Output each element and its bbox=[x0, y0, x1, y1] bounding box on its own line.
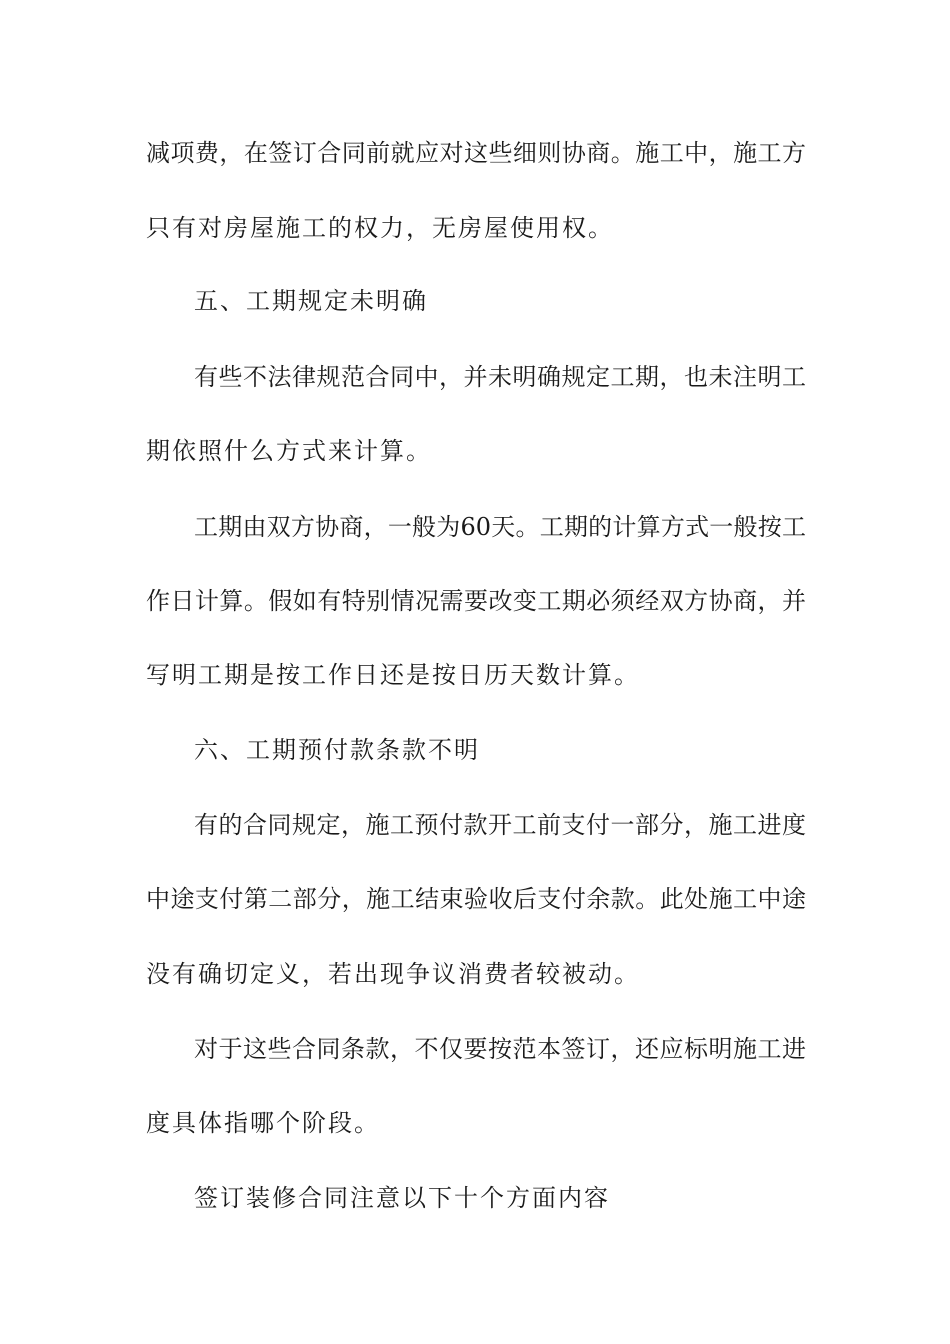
paragraph-line: 中途支付第二部分，施工结束验收后支付余款。此处施工中途 bbox=[146, 885, 806, 913]
paragraph-line: 有的合同规定，施工预付款开工前支付一部分，施工进度 bbox=[194, 811, 806, 839]
paragraph-line: 工期由双方协商，一般为60天。工期的计算方式一般按工 bbox=[194, 513, 806, 541]
paragraph-line: 对于这些合同条款，不仅要按范本签订，还应标明施工进 bbox=[194, 1035, 806, 1063]
paragraph-line: 作日计算。假如有特别情况需要改变工期必须经双方协商，并 bbox=[146, 587, 806, 615]
paragraph-line: 只有对房屋施工的权力，无房屋使用权。 bbox=[146, 214, 614, 242]
paragraph-line: 减项费，在签订合同前就应对这些细则协商。施工中，施工方 bbox=[146, 139, 806, 167]
paragraph-line: 期依照什么方式来计算。 bbox=[146, 437, 432, 465]
paragraph-line: 有些不法律规范合同中，并未明确规定工期，也未注明工 bbox=[194, 363, 806, 391]
section-heading: 六、工期预付款条款不明 bbox=[194, 736, 480, 764]
section-heading: 签订装修合同注意以下十个方面内容 bbox=[194, 1184, 610, 1212]
section-heading: 五、工期规定未明确 bbox=[194, 287, 428, 315]
paragraph-line: 没有确切定义，若出现争议消费者较被动。 bbox=[146, 960, 640, 988]
paragraph-line: 度具体指哪个阶段。 bbox=[146, 1109, 380, 1137]
paragraph-line: 写明工期是按工作日还是按日历天数计算。 bbox=[146, 661, 640, 689]
